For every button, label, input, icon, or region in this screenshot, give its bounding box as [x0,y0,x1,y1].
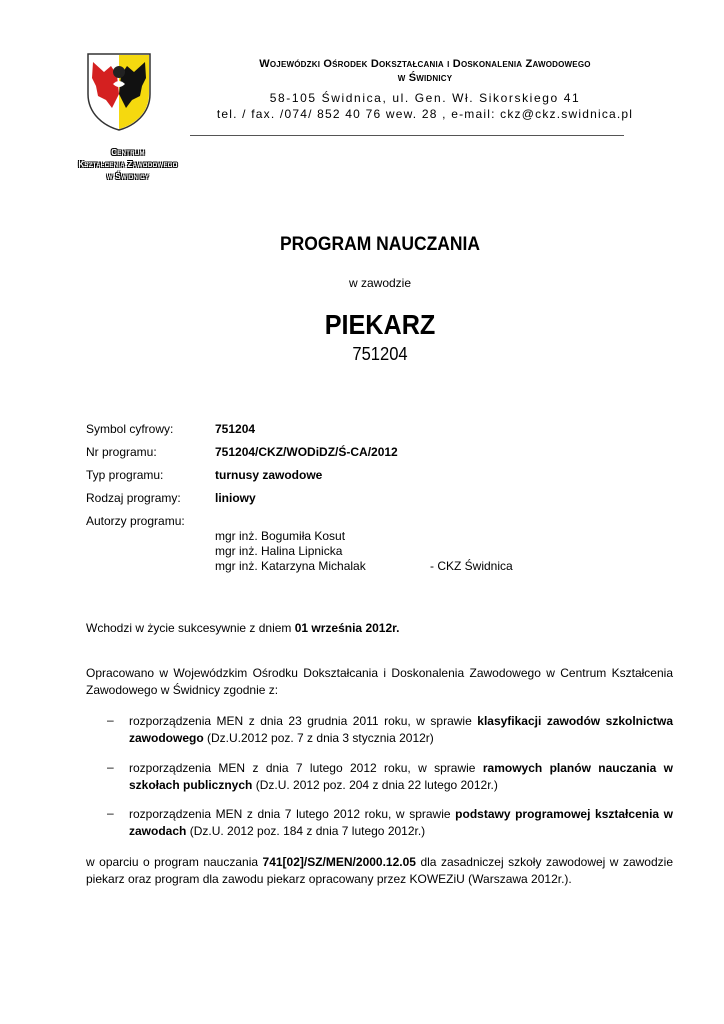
bullet-1-text: rozporządzenia MEN z dnia 23 grudnia 2011 roku, w sprawie [129,714,478,728]
program-type-label: Typ programu: [86,468,164,482]
bullet-1-bold: klasyfikacji zawodów szkolnictwa zawodowego [129,714,673,745]
program-type-value: turnusy zawodowe [215,468,323,482]
symbol-value: 751204 [215,422,256,436]
bullet-3-ref: (Dz.U. 2012 poz. 184 z dnia 7 lutego 2012r.) [186,823,426,838]
bullet-3-marker: – [107,806,114,820]
basis-paragraph [86,854,673,887]
author-1: mgr inż. Bogumiła Kosut [215,529,346,543]
program-number-label: Nr programu: [86,445,157,459]
program-number-value: 751204/CKZ/WODiDZ/Ś-CA/2012 [215,445,398,459]
ckz-logo-line3: w Świdnicy [106,172,150,181]
ckz-logo-line2: Kształcenia Zawodowego [78,160,178,169]
bullet-3-bold: podstawy programowej kształcenia w zawodach [129,807,674,838]
effective-date-paragraph [86,620,673,637]
symbol-label: Symbol cyfrowy: [86,422,174,436]
bullet-1 [129,713,673,746]
subtitle: w zawodzie [348,276,412,290]
bullet-2-marker: – [107,760,114,774]
bullet-3-text: rozporządzenia MEN z dnia 7 lutego 2012 roku, w sprawie [129,807,456,821]
bullet-3 [129,806,673,839]
header-divider [190,135,624,136]
institution-address: 58-105 Świdnica, ul. Gen. Wł. Sikorskiego 41 [269,91,581,105]
author-affiliation: - CKZ Świdnica [430,559,513,573]
author-3: mgr inż. Katarzyna Michalak [215,559,366,573]
program-kind-label: Rodzaj programy: [86,491,181,505]
prepared-paragraph: Opracowano w Wojewódzkim Ośrodku Dokształcania i Doskonalenia Zawodowego w Centrum Kształcenia Zawodowego w Świdnicy zgodnie z: [86,666,673,697]
trade-code: 751204 [352,344,408,364]
institution-name-line2: w Świdnicy [397,72,453,84]
institution-contact: tel. / fax. /074/ 852 40 76 wew. 28 , e-mail: ckz@ckz.swidnica.pl [216,107,634,121]
page-title: PROGRAM NAUCZANIA [279,234,481,255]
authors-label: Autorzy programu: [86,514,185,528]
basis-program-code: 741[02]/SZ/MEN/2000.12.05 [262,855,416,869]
institution-name-line1: Wojewódzki Ośrodek Dokształcania i Doskonalenia Zawodowego [259,58,591,70]
coat-of-arms-logo [84,50,154,132]
basis-text: w oparciu o program nauczania [86,855,263,869]
bullet-2-text: rozporządzenia MEN z dnia 7 lutego 2012 roku, w sprawie [129,761,483,775]
effective-date: 01 września 2012r. [294,621,400,635]
bullet-2 [129,760,673,793]
bullet-1-marker: – [107,713,114,727]
ckz-logo-line1: Centrum [111,148,145,157]
program-kind-value: liniowy [215,491,256,505]
effective-text: Wchodzi w życie sukcesywnie z dniem [86,621,295,635]
basis-text-end: dla zasadniczej szkoły zawodowej w zawodzie piekarz oraz program dla zawodu piekarz opracowany przez KOWEZiU (Warszawa 2012r.). [86,855,673,886]
author-2: mgr inż. Halina Lipnicka [215,544,343,558]
bullet-2-bold: ramowych planów nauczania w szkołach publicznych [129,761,674,792]
trade-name: PIEKARZ [324,309,436,340]
bullet-1-ref: (Dz.U.2012 poz. 7 z dnia 3 stycznia 2012r) [203,730,434,745]
bullet-2-ref: (Dz.U. 2012 poz. 204 z dnia 22 lutego 2012r.) [252,777,498,792]
